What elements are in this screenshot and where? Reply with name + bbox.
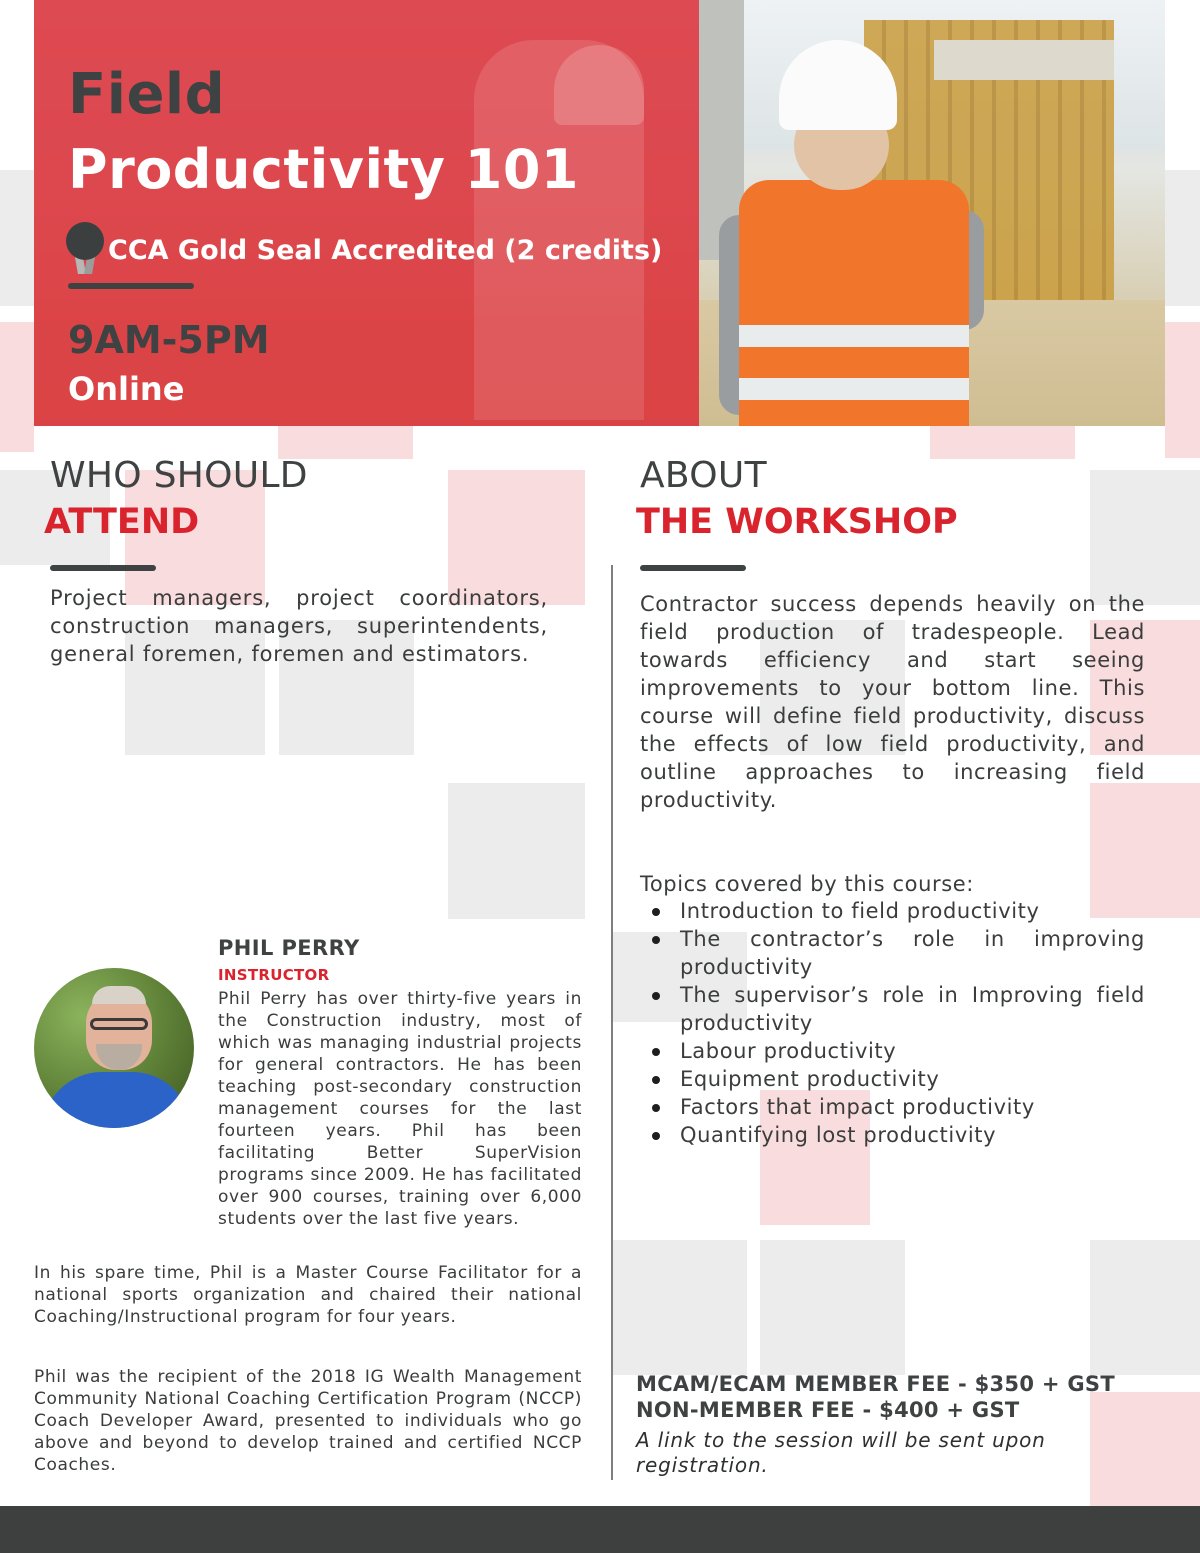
bg-square (1090, 470, 1200, 605)
bg-square (1090, 1240, 1200, 1375)
column-divider (611, 565, 613, 1480)
bg-square (448, 783, 585, 919)
page-title-line2: Productivity 101 (68, 138, 579, 201)
divider (640, 565, 746, 571)
who-kicker: WHO SHOULD (50, 455, 308, 496)
bg-square (760, 1240, 905, 1375)
who-title: ATTEND (44, 502, 200, 542)
list-item: Labour productivity (640, 1037, 1145, 1065)
instructor-bio: Phil was the recipient of the 2018 IG Wealth Management Community National Coaching Certification Program (NCCP) Coach Developer Award, presented to individuals who go above and beyond to develop trained and certified NCCP Coaches. (34, 1367, 582, 1475)
instructor-bio: In his spare time, Phil is a Master Course Facilitator for a national sports organization and chaired their national Coaching/Instructional program for four years. (34, 1263, 582, 1327)
bg-square (1165, 170, 1200, 306)
non-member-fee: NON-MEMBER FEE - $400 + GST (636, 1398, 1020, 1422)
list-item: Factors that impact productivity (640, 1093, 1145, 1121)
event-location: Online (68, 370, 185, 408)
who-text: Project managers, project coordinators, construction managers, superintendents, general foremen, foremen and estimators. (50, 586, 548, 666)
instructor-photo (34, 968, 194, 1128)
award-seal-icon (66, 222, 106, 278)
topics-list (640, 897, 1145, 1149)
instructor-name: PHIL PERRY (218, 936, 360, 960)
list-item: Quantifying lost productivity (640, 1121, 1145, 1149)
bg-square (612, 1240, 747, 1375)
about-title: THE WORKSHOP (636, 502, 958, 542)
about-text: Contractor success depends heavily on the field production of tradespeople. Lead towards efficiency and start seeing improvements to your bottom line. This course will define field productivity, discuss the effects of low field productivity, and outline approaches to increasing field productivity. (640, 592, 1145, 812)
bg-square (1165, 322, 1200, 458)
divider (68, 283, 194, 289)
accreditation-row (66, 222, 662, 278)
member-fee: MCAM/ECAM MEMBER FEE - $350 + GST (636, 1372, 1115, 1396)
bg-square (0, 322, 34, 452)
list-item: Equipment productivity (640, 1065, 1145, 1093)
bg-square (1090, 1392, 1200, 1506)
about-kicker: ABOUT (640, 455, 767, 496)
instructor-role: INSTRUCTOR (218, 966, 330, 984)
list-item: The supervisor’s role in Improving field productivity (640, 981, 1145, 1037)
page-title-line1: Field (68, 62, 226, 127)
footer-bar (0, 1506, 1200, 1553)
event-time: 9AM-5PM (68, 318, 270, 362)
accreditation-text: CCA Gold Seal Accredited (2 credits) (108, 234, 663, 266)
list-item: The contractor’s role in improving productivity (640, 925, 1145, 981)
list-item: Introduction to field productivity (640, 897, 1145, 925)
bg-square (0, 170, 34, 306)
divider (50, 565, 156, 571)
bg-square (930, 426, 1075, 459)
topics-intro: Topics covered by this course: (640, 872, 974, 896)
instructor-bio: Phil Perry has over thirty-five years in the Construction industry, most of which was managing industrial projects for general contractors. He has been teaching post-secondary construction management courses for the last fourteen years. Phil has been facilitating Better SuperVision programs since 2009. He has facilitated over 900 courses, training over 6,000 students over the last five years. (218, 989, 582, 1229)
registration-note: A link to the session will be sent upon registration. (636, 1428, 1046, 1477)
